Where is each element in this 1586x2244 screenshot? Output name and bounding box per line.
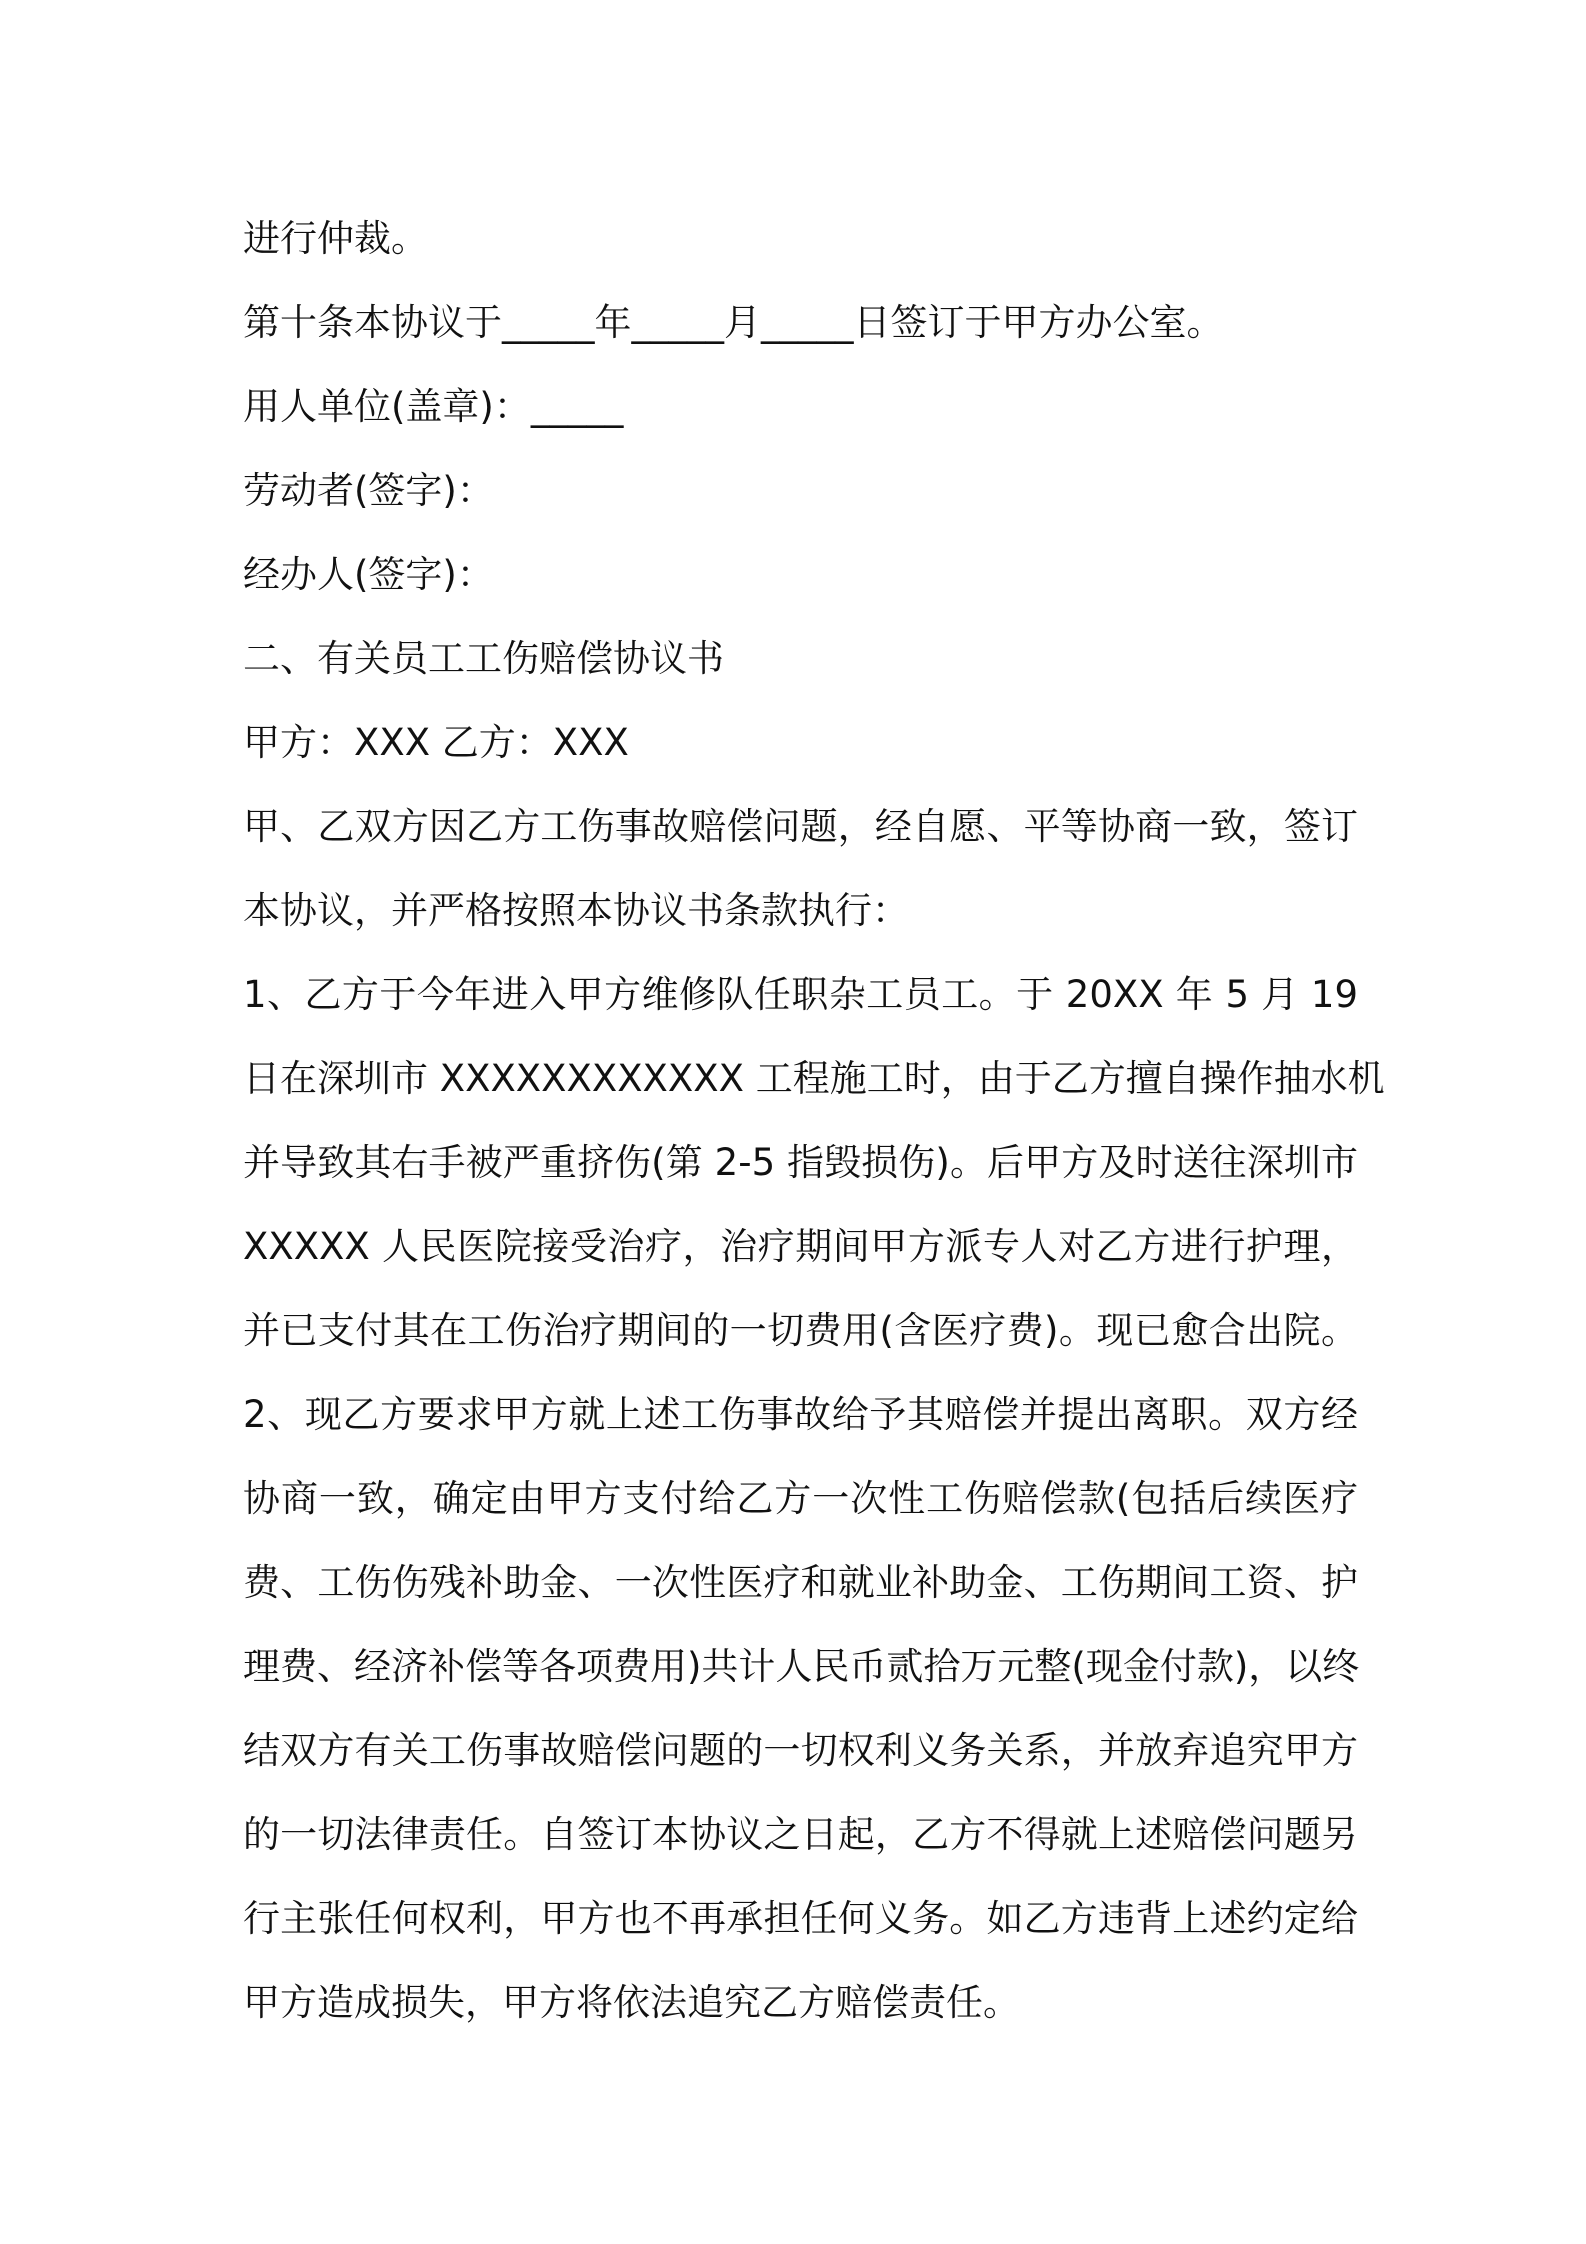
text-line: 经办人(签字)： xyxy=(243,553,494,596)
text-line: 并已支付其在工伤治疗期间的一切费用(含医疗费)。现已愈合出院。 xyxy=(243,1309,1358,1352)
text-line: 甲、乙双方因乙方工伤事故赔偿问题，经自愿、平等协商一致，签订 xyxy=(243,805,1358,848)
text-line: 2、现乙方要求甲方就上述工伤事故给予其赔偿并提出离职。双方经 xyxy=(243,1393,1358,1436)
text-line: 的一切法律责任。自签订本协议之日起，乙方不得就上述赔偿问题另 xyxy=(243,1813,1358,1856)
text-line: 行主张任何权利，甲方也不再承担任何义务。如乙方违背上述约定给 xyxy=(243,1897,1358,1940)
text-line: 费、工伤伤残补助金、一次性医疗和就业补助金、工伤期间工资、护 xyxy=(243,1561,1358,1604)
document-body xyxy=(243,197,1385,2045)
text-line: 协商一致，确定由甲方支付给乙方一次性工伤赔偿款(包括后续医疗 xyxy=(243,1477,1358,1520)
section-heading: 二、有关员工工伤赔偿协议书 xyxy=(243,637,724,680)
text-line: 1、乙方于今年进入甲方维修队任职杂工员工。于 20XX 年 5 月 19 xyxy=(243,973,1358,1016)
text-line: 日在深圳市 XXXXXXXXXXXX 工程施工时，由于乙方擅自操作抽水机 xyxy=(243,1057,1385,1100)
text-line: XXXXX 人民医院接受治疗，治疗期间甲方派专人对乙方进行护理， xyxy=(243,1225,1358,1268)
text-line: 用人单位(盖章)：_____ xyxy=(243,385,624,428)
text-line: 并导致其右手被严重挤伤(第 2-5 指毁损伤)。后甲方及时送往深圳市 xyxy=(243,1141,1358,1184)
text-line: 进行仲裁。 xyxy=(243,217,428,260)
text-line: 第十条本协议于_____年_____月_____日签订于甲方办公室。 xyxy=(243,301,1224,344)
text-line: 甲方：XXX 乙方：XXX xyxy=(243,721,629,764)
text-line: 本协议，并严格按照本协议书条款执行： xyxy=(243,889,909,932)
text-line: 甲方造成损失，甲方将依法追究乙方赔偿责任。 xyxy=(243,1981,1020,2024)
text-line: 劳动者(签字)： xyxy=(243,469,494,512)
text-line: 结双方有关工伤事故赔偿问题的一切权利义务关系，并放弃追究甲方 xyxy=(243,1729,1358,1772)
text-line: 理费、经济补偿等各项费用)共计人民币贰拾万元整(现金付款)，以终 xyxy=(243,1645,1360,1688)
